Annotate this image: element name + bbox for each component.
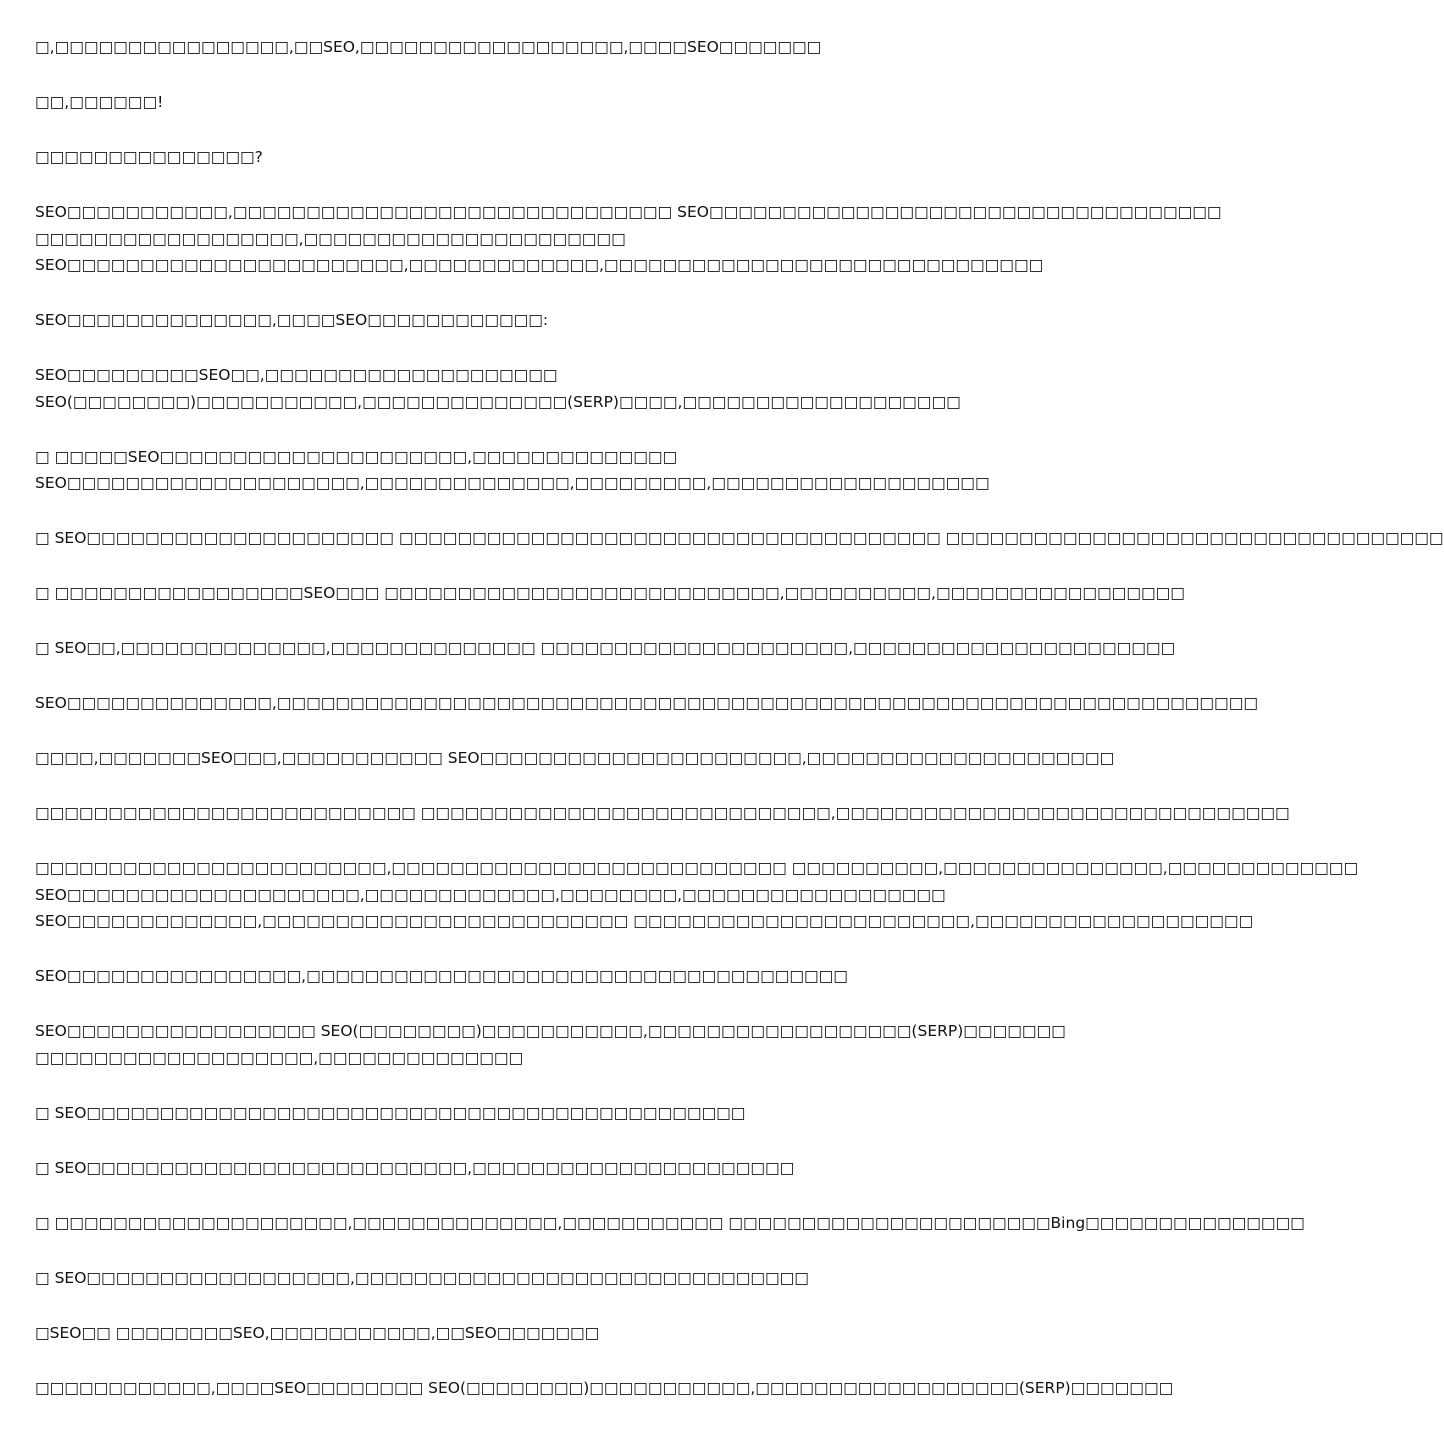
paragraph (35, 362, 995, 415)
paragraph (35, 963, 995, 990)
paragraph (35, 144, 995, 171)
paragraph (35, 1320, 995, 1347)
paragraph (35, 525, 1444, 552)
text-line: SEO(□□□□□□□□)□□□□□□□□□□□,□□□□□□□□□□□□□□(SERP)□□□□,□□□□□□□□□□□□□□□□□□□ (35, 392, 961, 411)
document-body (35, 34, 1444, 1430)
paragraph (35, 89, 995, 116)
text-line: □□□□□□□□□□□□□□□□□□□,□□□□□□□□□□□□□□ (35, 1048, 524, 1067)
paragraph (35, 444, 995, 497)
text-line: □□□□□□□□□□□□□□□□□□□□□□□□□□ □□□□□□□□□□□□□□□□□□□□□□□□□□□□,□□□□□□□□□□□□□□□□□□□□□□□□□□□□□□□ (35, 804, 1290, 822)
text-line: □□□□□□□□□□□□□□□? (35, 148, 263, 166)
text-line: □ SEO□□□□□□□□□□□□□□□□□□□□□□□□□□,□□□□□□□□□□□□□□□□□□□□□□ (35, 1158, 795, 1177)
text-line: □ SEO□□□□□□□□□□□□□□□□□□□□□ □□□□□□□□□□□□□□□□□□□□□□□□□□□□□□□□□□□□□ □□□□□□□□□□□□□□□□□□□□□□□□□□□□□□□□□□ (35, 529, 1444, 547)
text-line: □SEO□□ □□□□□□□□SEO,□□□□□□□□□□□,□□SEO□□□□□□□ (35, 1323, 600, 1342)
text-line: □,□□□□□□□□□□□□□□□□,□□SEO,□□□□□□□□□□□□□□□□□□,□□□□SEO□□□□□□□ (35, 38, 822, 56)
text-line: □ □□□□□□□□□□□□□□□□□SEO□□□ □□□□□□□□□□□□□□□□□□□□□□□□□□□,□□□□□□□□□□,□□□□□□□□□□□□□□□□□ (35, 584, 1185, 602)
text-line: □□□□□□□□□□□□,□□□□SEO□□□□□□□□ SEO(□□□□□□□□)□□□□□□□□□□□,□□□□□□□□□□□□□□□□□□(SERP)□□□□□□□ (35, 1378, 1174, 1397)
paragraph (35, 199, 1222, 279)
paragraph (35, 855, 1359, 935)
text-line: □ □□□□□SEO□□□□□□□□□□□□□□□□□□□□□,□□□□□□□□□□□□□□ (35, 447, 678, 466)
text-line: □ SEO□□□□□□□□□□□□□□□□□□□□□□□□□□□□□□□□□□□□□□□□□□□□□ (35, 1103, 746, 1122)
paragraph (35, 1265, 995, 1292)
paragraph (35, 1155, 995, 1182)
text-line: SEO□□□□□□□□□□□□□□□□□□□□,□□□□□□□□□□□□□□,□□□□□□□□□,□□□□□□□□□□□□□□□□□□□ (35, 474, 990, 492)
paragraph (35, 307, 995, 334)
text-line: SEO□□□□□□□□□□□□□□□□□□□□□□□,□□□□□□□□□□□□□,□□□□□□□□□□□□□□□□□□□□□□□□□□□□□□ (35, 256, 1044, 274)
paragraph (35, 635, 1176, 662)
text-line: SEO□□□□□□□□□□□□□□□□□□□□,□□□□□□□□□□□□□,□□□□□□□□,□□□□□□□□□□□□□□□□□□ (35, 885, 946, 904)
text-line: □□□□,□□□□□□□SEO□□□,□□□□□□□□□□□ SEO□□□□□□□□□□□□□□□□□□□□□□,□□□□□□□□□□□□□□□□□□□□□ (35, 749, 1115, 767)
text-line: SEO□□□□□□□□□□□,□□□□□□□□□□□□□□□□□□□□□□□□□□□□□□ SEO□□□□□□□□□□□□□□□□□□□□□□□□□□□□□□□□□□□ (35, 203, 1222, 221)
paragraph (35, 34, 995, 61)
text-line: SEO□□□□□□□□□□□□□□□□,□□□□□□□□□□□□□□□□□□□□□□□□□□□□□□□□□□□□□ (35, 967, 848, 985)
text-line: □□□□□□□□□□□□□□□□□□,□□□□□□□□□□□□□□□□□□□□□□ (35, 229, 626, 248)
text-line: □ SEO□□,□□□□□□□□□□□□□□,□□□□□□□□□□□□□□ □□□□□□□□□□□□□□□□□□□□□,□□□□□□□□□□□□□□□□□□□□□□ (35, 639, 1176, 657)
paragraph (35, 1210, 1305, 1237)
text-line: □□,□□□□□□! (35, 93, 164, 111)
text-line: SEO□□□□□□□□□□□□□□,□□□□SEO□□□□□□□□□□□□: (35, 311, 549, 329)
paragraph (35, 745, 1115, 772)
text-line: □ SEO□□□□□□□□□□□□□□□□□□,□□□□□□□□□□□□□□□□□□□□□□□□□□□□□□□ (35, 1268, 809, 1287)
text-line: SEO□□□□□□□□□SEO□□,□□□□□□□□□□□□□□□□□□□□ (35, 366, 558, 384)
paragraph (35, 690, 1258, 717)
text-line: □□□□□□□□□□□□□□□□□□□□□□□□,□□□□□□□□□□□□□□□□□□□□□□□□□□□ □□□□□□□□□□,□□□□□□□□□□□□□□□,□□□□□□□□□□□□□ (35, 859, 1359, 877)
paragraph (35, 800, 1290, 827)
text-line: SEO□□□□□□□□□□□□□□,□□□□□□□□□□□□□□□□□□□□□□□□□□□□□□□□□□□□□□□□□□□□□□□□□□□□□□□□□□□□□□□□□□□ (35, 694, 1258, 712)
paragraph (35, 1100, 995, 1127)
text-line: SEO□□□□□□□□□□□□□,□□□□□□□□□□□□□□□□□□□□□□□□□ □□□□□□□□□□□□□□□□□□□□□□□,□□□□□□□□□□□□□□□□□□□ (35, 912, 1254, 930)
paragraph (35, 1375, 1174, 1402)
paragraph (35, 580, 1185, 607)
text-line: SEO□□□□□□□□□□□□□□□□□ SEO(□□□□□□□□)□□□□□□□□□□□,□□□□□□□□□□□□□□□□□□(SERP)□□□□□□□ (35, 1022, 1066, 1040)
text-line: □ □□□□□□□□□□□□□□□□□□□□,□□□□□□□□□□□□□□,□□□□□□□□□□□ □□□□□□□□□□□□□□□□□□□□□□Bing□□□□□□□□□□□□□□□ (35, 1213, 1305, 1232)
paragraph (35, 1018, 1066, 1071)
